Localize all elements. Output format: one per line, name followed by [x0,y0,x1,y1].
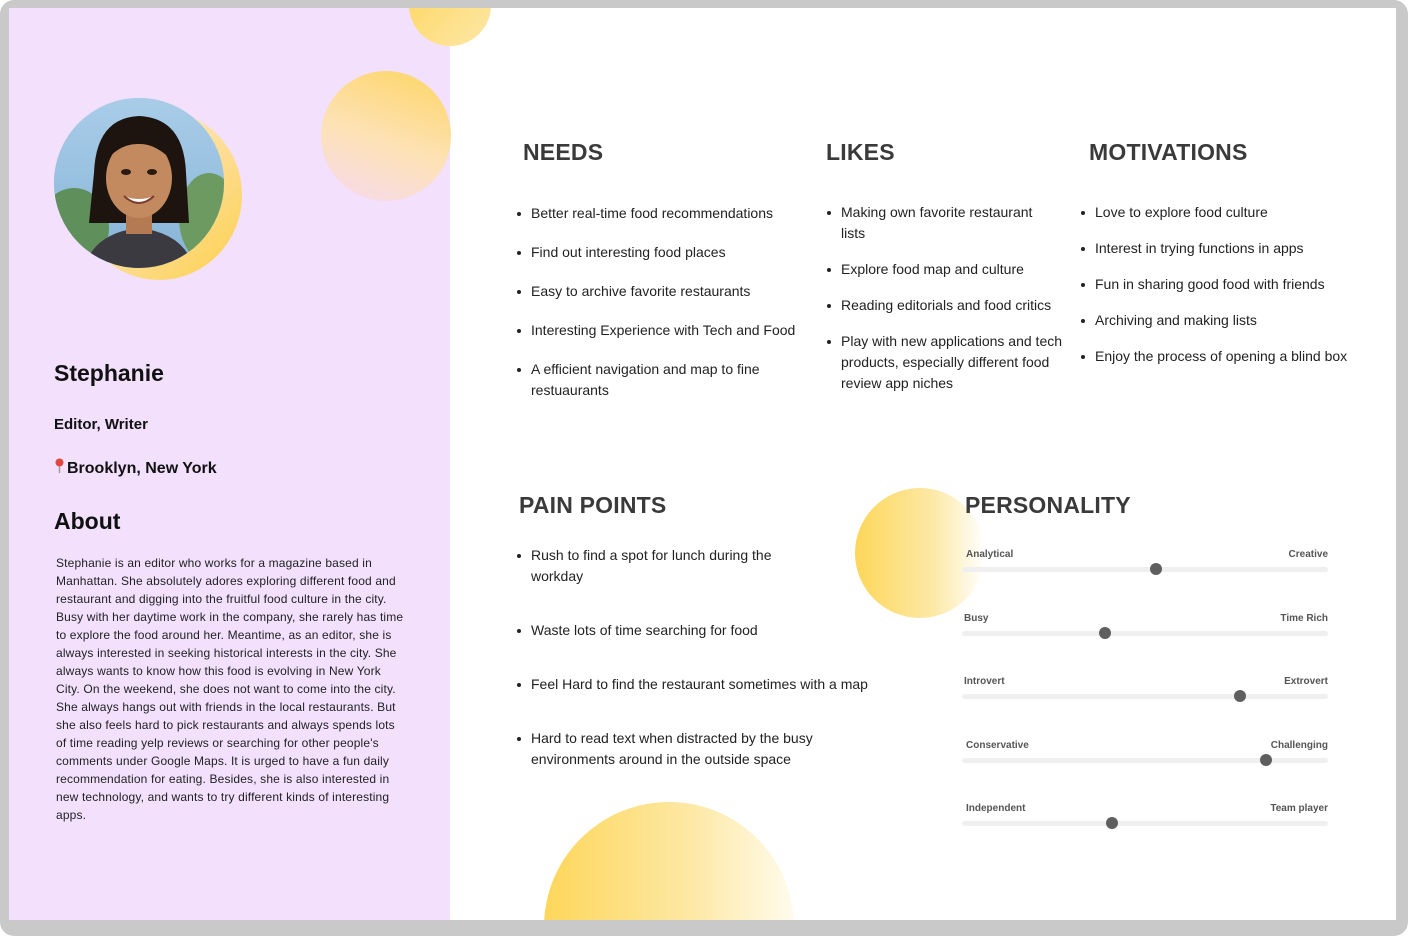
trait-right-label: Team player [1270,803,1328,814]
needs-list [517,203,817,401]
trait-left-label: Analytical [966,549,1014,560]
persona-location [54,460,217,478]
slider-handle[interactable] [1099,627,1111,639]
trait-slider-introvert-extrovert[interactable] [962,676,1328,716]
trait-slider-independent-team-player[interactable] [962,803,1328,843]
motivations-list [1081,202,1381,367]
about-heading: About [54,508,121,534]
persona-role: Editor, Writer [54,416,148,433]
list-item: Rush to find a spot for lunch during the workday [517,545,807,587]
list-item: Enjoy the process of opening a blind box [1081,346,1381,367]
trait-right-label: Time Rich [1280,613,1328,624]
decorative-circle-bottom [544,802,794,920]
slider-track[interactable] [962,821,1328,826]
list-item: Easy to archive favorite restaurants [517,281,817,302]
slider-track[interactable] [962,631,1328,636]
trait-right-label: Creative [1288,549,1328,560]
trait-right-label: Challenging [1270,740,1328,751]
persona-card [9,8,1396,920]
list-item: Interesting Experience with Tech and Food [517,320,817,341]
trait-left-label: Independent [966,803,1026,814]
likes-heading: LIKES [826,139,895,165]
slider-track[interactable] [962,567,1328,572]
needs-heading: NEEDS [523,139,604,165]
trait-left-label: Busy [964,613,989,624]
pain-points-list [517,545,897,770]
slider-handle[interactable] [1260,754,1272,766]
trait-slider-conservative-challenging[interactable] [962,740,1328,780]
motivations-heading: MOTIVATIONS [1089,139,1248,165]
list-item: Making own favorite restaurant lists [827,202,1051,244]
portrait-photo-icon [54,98,224,268]
location-text: Brooklyn, New York [67,460,217,477]
slider-handle[interactable] [1106,817,1118,829]
list-item: A efficient navigation and map to fine restuaurants [517,359,787,401]
slider-handle[interactable] [1234,690,1246,702]
slider-handle[interactable] [1150,563,1162,575]
likes-list [827,202,1065,394]
slider-track[interactable] [962,758,1328,763]
list-item: Better real-time food recommendations [517,203,817,224]
list-item: Love to explore food culture [1081,202,1381,223]
list-item: Hard to read text when distracted by the busy environments around in the outside space [517,728,847,770]
trait-left-label: Introvert [964,676,1005,687]
trait-slider-analytical-creative[interactable] [962,549,1328,589]
list-item: Fun in sharing good food with friends [1081,274,1381,295]
list-item: Play with new applications and tech products, especially different food review app niches [827,331,1065,394]
slider-track[interactable] [962,694,1328,699]
pain-points-heading: PAIN POINTS [519,492,667,518]
list-item: Find out interesting food places [517,242,817,263]
list-item: Archiving and making lists [1081,310,1381,331]
about-text: Stephanie is an editor who works for a magazine based in Manhattan. She absolutely adores exploring different food and restaurant and digging into the fruitful food culture in the city. Busy with her daytime work in the company, she rarely has time to explore the food around her. Meantime, as an editor, she is always interested in seeking historical interests in the city. She always wants to know how this food is evolving in New York City. On the weekend, she does not want to come into the city. She always hangs out with friends in the local restaurants. But she also feels hard to pick restaurants and always spends lots of time reading yelp reviews or searching for other people's comments under Google Maps. It is urged to have a fun daily recommendation for eating. Besides, she is also interested in new technology, and wants to try different kinds of interesting apps. [56,556,404,822]
persona-name: Stephanie [54,360,164,386]
trait-left-label: Conservative [966,740,1029,751]
decorative-circle-middle [321,71,451,201]
avatar [54,98,224,268]
list-item: Waste lots of time searching for food [517,620,897,641]
personality-heading: PERSONALITY [965,492,1131,518]
trait-right-label: Extrovert [1284,676,1328,687]
list-item: Interest in trying functions in apps [1081,238,1381,259]
list-item: Feel Hard to find the restaurant sometimes with a map [517,674,897,695]
list-item: Reading editorials and food critics [827,295,1065,316]
pin-icon [54,458,65,474]
trait-slider-busy-time-rich[interactable] [962,613,1328,653]
list-item: Explore food map and culture [827,259,1065,280]
